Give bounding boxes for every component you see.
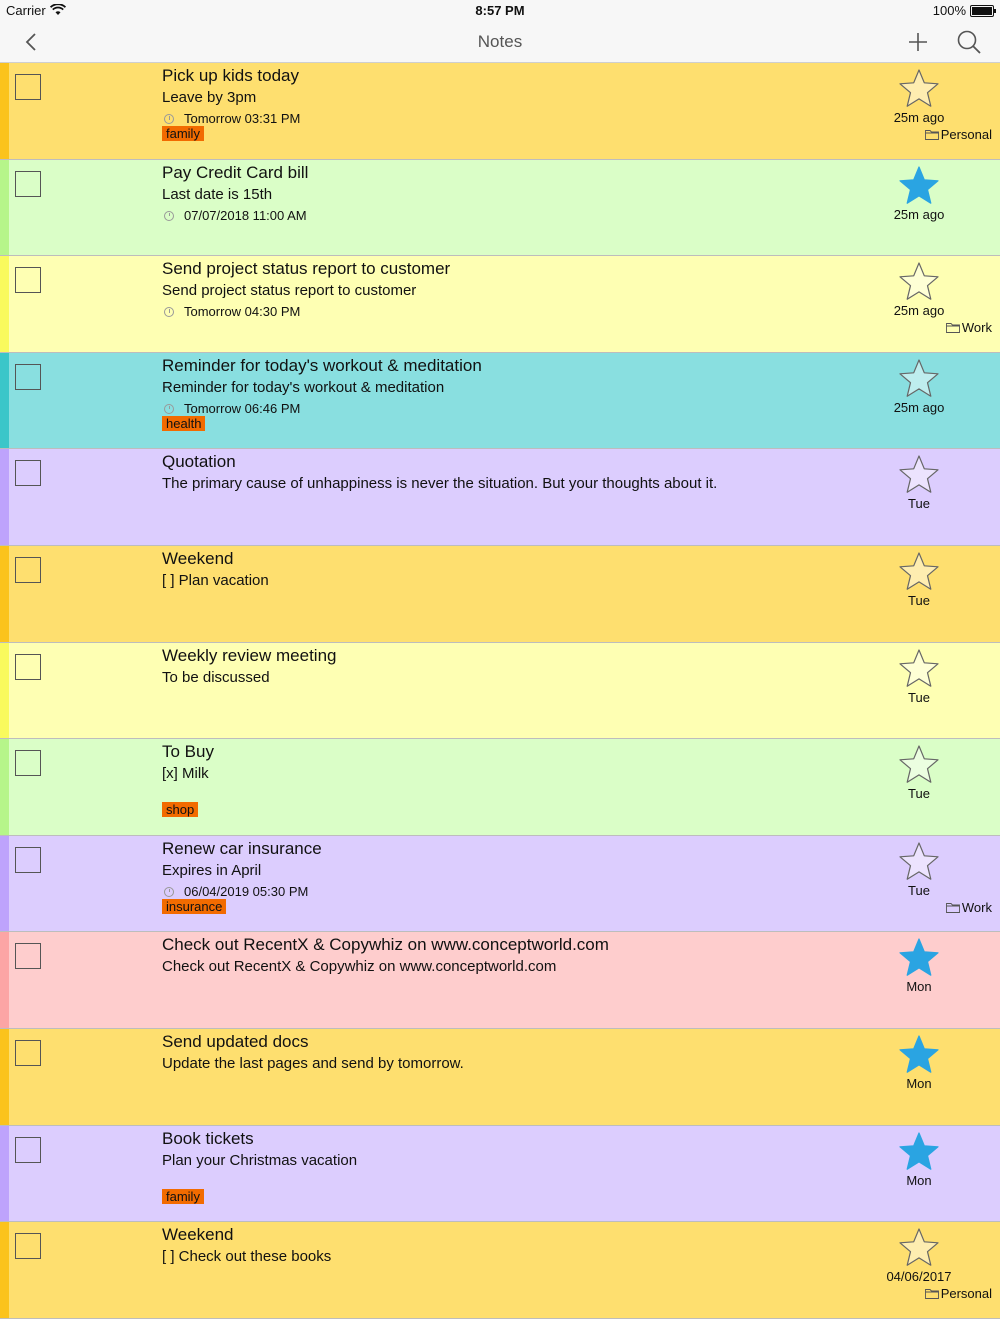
due-date-text: Tomorrow 06:46 PM: [184, 400, 301, 416]
note-title: Check out RecentX & Copywhiz on www.conceptworld.com: [162, 935, 609, 955]
color-strip: [0, 836, 9, 932]
note-row[interactable]: [0, 932, 1000, 1029]
note-row[interactable]: [0, 739, 1000, 836]
folder-label[interactable]: [925, 127, 992, 142]
note-row[interactable]: [0, 546, 1000, 643]
modified-time: Mon: [906, 979, 932, 995]
tag-badge[interactable]: health: [162, 416, 205, 431]
note-row[interactable]: [0, 1222, 1000, 1319]
star-outline-icon[interactable]: [897, 841, 941, 883]
complete-checkbox[interactable]: [15, 460, 41, 486]
star-outline-icon[interactable]: [897, 648, 941, 690]
color-strip: [0, 353, 9, 449]
note-subtitle: Leave by 3pm: [162, 89, 257, 106]
modified-time: 25m ago: [893, 303, 945, 319]
note-content: [162, 1128, 862, 1204]
complete-checkbox[interactable]: [15, 267, 41, 293]
battery-icon: [970, 5, 994, 17]
complete-checkbox[interactable]: [15, 943, 41, 969]
due-date: [162, 881, 862, 903]
note-subtitle: Expires in April: [162, 861, 262, 879]
color-strip: [0, 1222, 9, 1318]
modified-time: 04/06/2017: [886, 1269, 952, 1285]
note-subtitle: [ ] Plan vacation: [162, 571, 269, 589]
clock: 8:57 PM: [475, 3, 525, 18]
star-filled-icon[interactable]: [897, 937, 941, 979]
note-subtitle: [x] Milk: [162, 765, 209, 783]
note-subtitle: To be discussed: [162, 668, 270, 686]
note-subtitle: Plan your Christmas vacation: [162, 1151, 358, 1169]
modified-time: 25m ago: [893, 206, 945, 222]
battery-percentage: 100%: [932, 3, 966, 18]
note-subtitle: The primary cause of unhappiness is never the situation. But your thoughts about it.: [162, 475, 718, 493]
folder-label[interactable]: [946, 320, 992, 335]
complete-checkbox[interactable]: [15, 74, 41, 100]
note-row[interactable]: [0, 160, 1000, 257]
complete-checkbox[interactable]: [15, 364, 41, 390]
star-outline-icon[interactable]: [897, 68, 941, 110]
star-outline-icon[interactable]: [897, 454, 941, 496]
navigation-bar: [0, 22, 1000, 63]
carrier-label: Carrier: [6, 3, 46, 18]
modified-time: Mon: [906, 1075, 932, 1091]
star-outline-icon[interactable]: [897, 261, 941, 303]
modified-time: Tue: [908, 689, 930, 705]
note-row[interactable]: [0, 256, 1000, 353]
note-content: [162, 741, 862, 818]
notes-list: [0, 63, 1000, 1319]
due-date-text: 07/07/2018 11:00 AM: [184, 207, 307, 223]
color-strip: [0, 160, 9, 256]
due-date: [162, 301, 862, 323]
due-date: [162, 398, 862, 420]
color-strip: [0, 63, 9, 159]
due-date: [162, 108, 862, 130]
modified-time: 25m ago: [893, 110, 945, 125]
modified-time: Tue: [908, 496, 930, 512]
note-title: Book tickets: [162, 1128, 254, 1148]
note-subtitle: Update the last pages and send by tomorrow.: [162, 1054, 464, 1072]
note-title: Renew car insurance: [162, 838, 322, 858]
note-row[interactable]: [0, 1126, 1000, 1223]
note-subtitle: Check out RecentX & Copywhiz on www.conceptworld.com: [162, 958, 557, 976]
note-subtitle: Send project status report to customer: [162, 282, 417, 300]
note-content: [162, 65, 862, 141]
folder-name: Personal: [940, 1286, 992, 1302]
folder-label[interactable]: [946, 900, 992, 915]
star-filled-icon[interactable]: [897, 1131, 941, 1173]
note-subtitle: Last date is 15th: [162, 185, 273, 203]
note-title: Pick up kids today: [162, 66, 300, 85]
note-row[interactable]: [0, 449, 1000, 546]
note-content: [162, 258, 862, 323]
note-title: Send updated docs: [162, 1031, 309, 1051]
folder-icon: [925, 129, 939, 140]
star-filled-icon[interactable]: [897, 165, 941, 207]
note-title: Weekend: [162, 1225, 234, 1245]
color-strip: [0, 449, 9, 545]
tag-badge[interactable]: insurance: [162, 899, 226, 914]
due-date-text: 06/04/2019 05:30 PM: [184, 883, 309, 899]
complete-checkbox[interactable]: [15, 654, 41, 680]
complete-checkbox[interactable]: [15, 557, 41, 583]
folder-name: Personal: [940, 127, 992, 142]
clock-icon: [164, 404, 174, 414]
complete-checkbox[interactable]: [15, 750, 41, 776]
note-content: [162, 451, 862, 494]
note-title: Weekend: [162, 548, 234, 568]
folder-label[interactable]: [925, 1286, 992, 1301]
note-content: [162, 355, 862, 431]
complete-checkbox[interactable]: [15, 847, 41, 873]
tag-badge[interactable]: family: [162, 1189, 204, 1204]
due-date-text: Tomorrow 03:31 PM: [184, 111, 301, 126]
note-row[interactable]: [0, 643, 1000, 740]
note-content: [162, 838, 862, 914]
folder-icon: [946, 322, 960, 333]
tag-badge[interactable]: family: [162, 126, 204, 141]
page-title: Notes: [477, 32, 523, 51]
modified-time: Mon: [906, 1172, 932, 1188]
note-subtitle: [ ] Check out these books: [162, 1248, 332, 1266]
note-content: [162, 162, 862, 227]
complete-checkbox[interactable]: [15, 1233, 41, 1259]
folder-icon: [925, 1288, 939, 1299]
note-content: [162, 1031, 862, 1074]
star-outline-icon[interactable]: [897, 744, 941, 786]
color-strip: [0, 932, 9, 1028]
note-title: Send project status report to customer: [162, 259, 451, 279]
note-title: Quotation: [162, 452, 236, 472]
color-strip: [0, 643, 9, 739]
color-strip: [0, 256, 9, 352]
tag-badge[interactable]: shop: [162, 802, 198, 817]
modified-time: Tue: [908, 786, 930, 802]
due-date-text: Tomorrow 04:30 PM: [184, 304, 301, 320]
color-strip: [0, 1029, 9, 1125]
folder-name: Work: [961, 899, 992, 915]
note-title: Reminder for today's workout & meditation: [162, 355, 482, 375]
clock-icon: [164, 887, 174, 897]
star-outline-icon[interactable]: [897, 358, 941, 400]
star-outline-icon[interactable]: [897, 1227, 941, 1269]
folder-icon: [946, 902, 960, 913]
star-filled-icon[interactable]: [897, 1034, 941, 1076]
complete-checkbox[interactable]: [15, 1040, 41, 1066]
modified-time: Tue: [908, 882, 930, 898]
modified-time: Tue: [908, 592, 930, 608]
complete-checkbox[interactable]: [15, 171, 41, 197]
note-content: [162, 934, 862, 977]
note-row[interactable]: [0, 63, 1000, 160]
color-strip: [0, 1126, 9, 1222]
color-strip: [0, 739, 9, 835]
plus-icon[interactable]: [906, 30, 930, 54]
star-outline-icon[interactable]: [897, 551, 941, 593]
folder-name: Work: [961, 320, 992, 336]
complete-checkbox[interactable]: [15, 1137, 41, 1163]
note-title: Weekly review meeting: [162, 645, 337, 665]
clock-icon: [164, 114, 174, 124]
note-content: [162, 548, 862, 591]
due-date: [162, 205, 862, 227]
color-strip: [0, 546, 9, 642]
status-bar: [0, 0, 1000, 22]
note-subtitle: Reminder for today's workout & meditation: [162, 378, 445, 396]
note-row[interactable]: [0, 1029, 1000, 1126]
clock-icon: [164, 211, 174, 221]
note-row[interactable]: [0, 836, 1000, 933]
modified-time: 25m ago: [893, 399, 945, 415]
search-icon[interactable]: [956, 29, 982, 55]
note-row[interactable]: [0, 353, 1000, 450]
note-title: Pay Credit Card bill: [162, 162, 309, 182]
note-content: [162, 645, 862, 688]
note-content: [162, 1224, 862, 1267]
clock-icon: [164, 307, 174, 317]
note-title: To Buy: [162, 742, 214, 762]
